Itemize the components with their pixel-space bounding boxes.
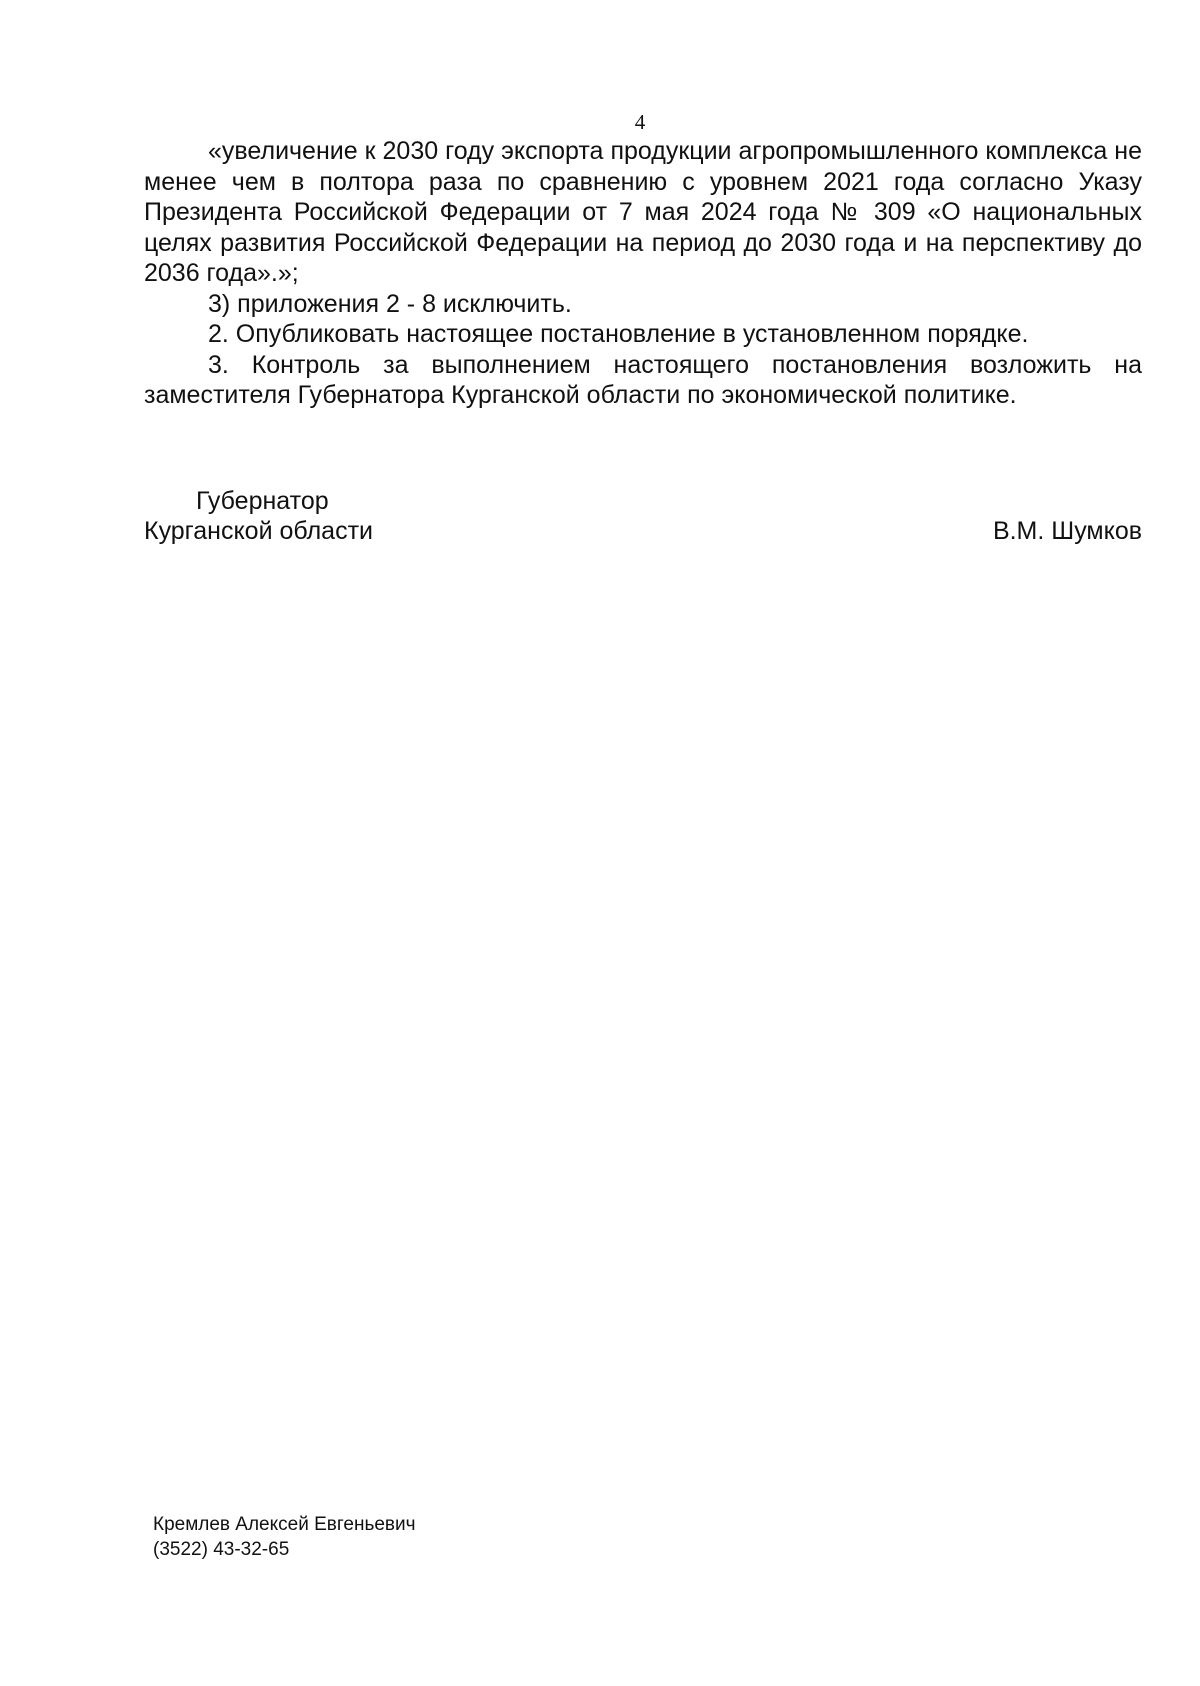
signatory-name: В.М. Шумков bbox=[992, 517, 1142, 545]
paragraph-export-goal: «увеличение к 2030 году экспорта продукции агропромышленного комплекса не менее чем в полтора раза по сравнению с уровнем 2021 года согласно Указу Президента Российской Федерации от 7 мая 2024 года № 309 «О национальных целях развития Российской Федерации на период до 2030 года и на перспективу до 2036 года».»; bbox=[144, 137, 1142, 287]
paragraph-publish: 2. Опубликовать настоящее постановление в установленном порядке. bbox=[208, 320, 1029, 348]
executor-phone: (3522) 43-32-65 bbox=[153, 1539, 290, 1560]
signatory-region: Курганской области bbox=[144, 517, 374, 545]
paragraph-control: 3. Контроль за выполнением настоящего постановления возложить на заместителя Губернатора Курганской области по экономической политике. bbox=[144, 350, 1142, 409]
page-number: 4 bbox=[634, 110, 646, 134]
signatory-title: Губернатор bbox=[196, 487, 329, 515]
executor-block bbox=[153, 1512, 416, 1562]
signature-block bbox=[144, 486, 1142, 556]
executor-name: Кремлев Алексей Евгеньевич bbox=[153, 1514, 416, 1535]
paragraph-appendices: 3) приложения 2 - 8 исключить. bbox=[208, 289, 572, 318]
document-body bbox=[144, 136, 1142, 411]
